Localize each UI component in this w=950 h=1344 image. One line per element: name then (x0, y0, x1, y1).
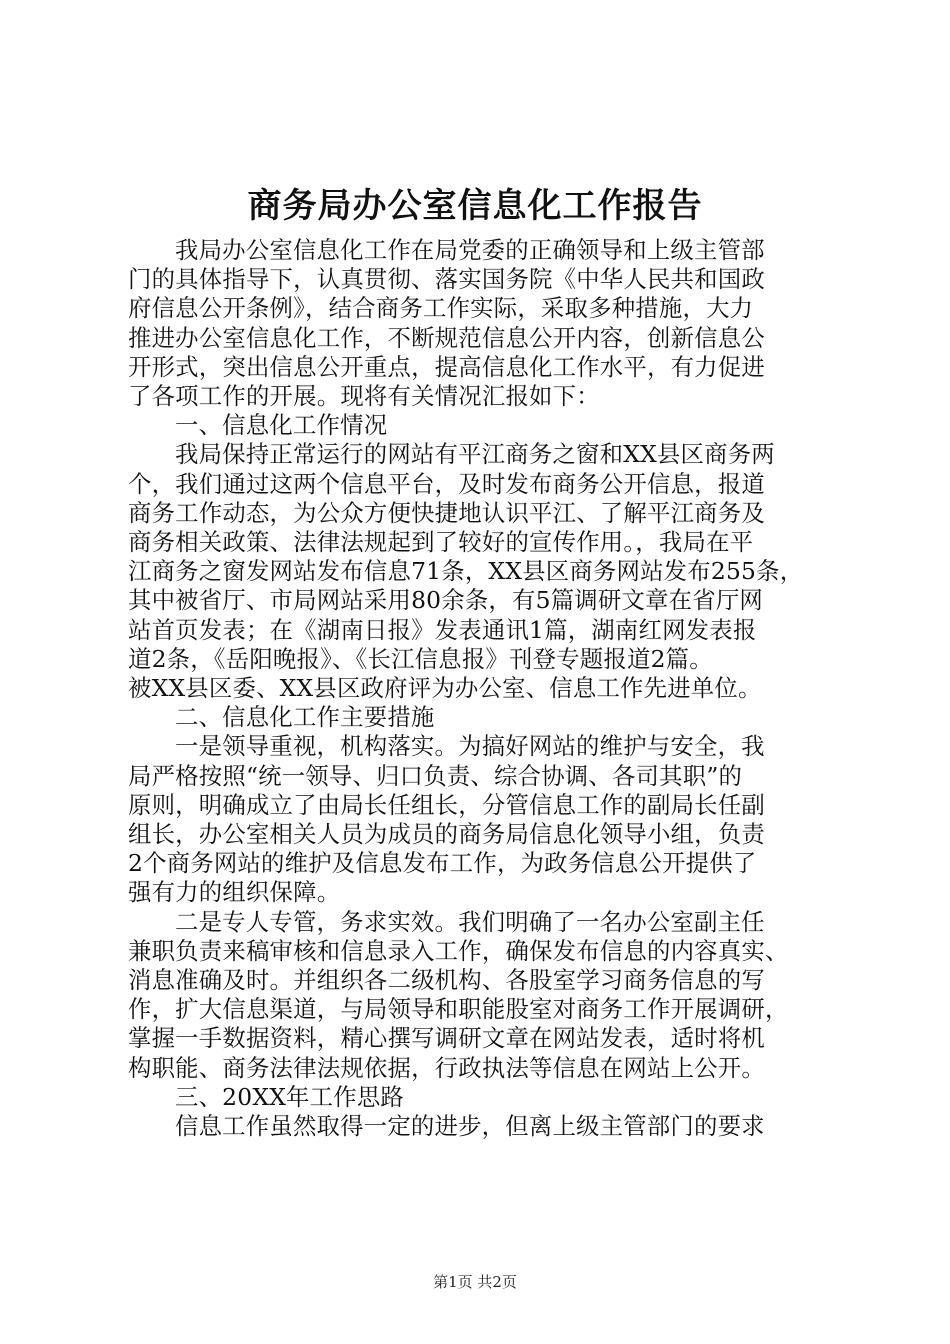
body-line: 我局办公室信息化工作在局党委的正确领导和上级主管部 (175, 236, 765, 264)
body-line: 府信息公开条例》，结合商务工作实际，采取多种措施，大力 (128, 294, 754, 323)
body-line: 被XX县区委、XX县区政府评为办公室、信息工作先进单位。 (128, 674, 762, 703)
page-footer: 第1页 共2页 (433, 1273, 517, 1291)
body-line: 商务工作动态，为公众方便快捷地认识平江、了解平江商务及 (128, 498, 765, 527)
body-line: 商务相关政策、法律法规起到了较好的宣传作用。，我局在平 (128, 528, 754, 557)
body-line: 组长，办公室相关人员为成员的商务局信息化领导小组，负责 (128, 820, 765, 849)
document-title: 商务局办公室信息化工作报告 (247, 186, 703, 226)
body-line: 门的具体指导下，认真贯彻、落实国务院《中华人民共和国政 (128, 265, 765, 294)
body-line: 强有力的组织保障。 (128, 878, 341, 907)
body-line: 掌握一手数据资料，精心撰写调研文章在网站发表，适时将机 (128, 1024, 765, 1053)
body-line: 三、20XX年工作思路 (175, 1082, 405, 1111)
body-line: 二、信息化工作主要措施 (175, 703, 435, 732)
body-line: 构职能、商务法律法规依据，行政执法等信息在网站上公开。 (128, 1053, 765, 1082)
body-line: 消息准确及时。并组织各二级机构、各股室学习商务信息的写 (128, 966, 765, 995)
body-line: 原则，明确成立了由局长任组长，分管信息工作的副局长任副 (128, 790, 765, 819)
body-line: 信息工作虽然取得一定的进步，但离上级主管部门的要求 (175, 1112, 765, 1141)
body-line: 我局保持正常运行的网站有平江商务之窗和XX县区商务两 (175, 440, 775, 469)
body-line: 道2条，《岳阳晚报》、《长江信息报》刊登专题报道2篇。 (128, 644, 713, 673)
body-line: 2个商务网站的维护及信息发布工作，为政务信息公开提供了 (128, 849, 757, 878)
body-line: 开形式，突出信息公开重点，提高信息化工作水平，有力促进 (128, 352, 765, 381)
body-line: 二是专人专管，务求实效。我们明确了一名办公室副主任 (175, 907, 765, 936)
body-line: 了各项工作的开展。现将有关情况汇报如下： (128, 382, 600, 411)
body-line: 推进办公室信息化工作，不断规范信息公开内容，创新信息公 (128, 323, 765, 352)
body-line: 一、信息化工作情况 (175, 411, 388, 440)
body-line: 江商务之窗发网站发布信息71条，XX县区商务网站发布255条， (128, 557, 804, 586)
body-line: 作，扩大信息渠道，与局领导和职能股室对商务工作开展调研， (128, 995, 789, 1024)
body-line: 一是领导重视，机构落实。为搞好网站的维护与安全，我 (175, 732, 765, 761)
document-body (128, 236, 834, 1141)
body-line: 其中被省厅、市局网站采用80余条，有5篇调研文章在省厅网 (128, 586, 764, 615)
body-line: 个，我们通过这两个信息平台，及时发布商务公开信息，报道 (128, 469, 765, 498)
body-line: 局严格按照“统一领导、归口负责、综合协调、各司其职”的 (128, 761, 743, 790)
body-line: 兼职负责来稿审核和信息录入工作，确保发布信息的内容真实、 (128, 936, 789, 965)
body-line: 站首页发表；在《湖南日报》发表通讯1篇，湖南红网发表报 (128, 615, 757, 644)
